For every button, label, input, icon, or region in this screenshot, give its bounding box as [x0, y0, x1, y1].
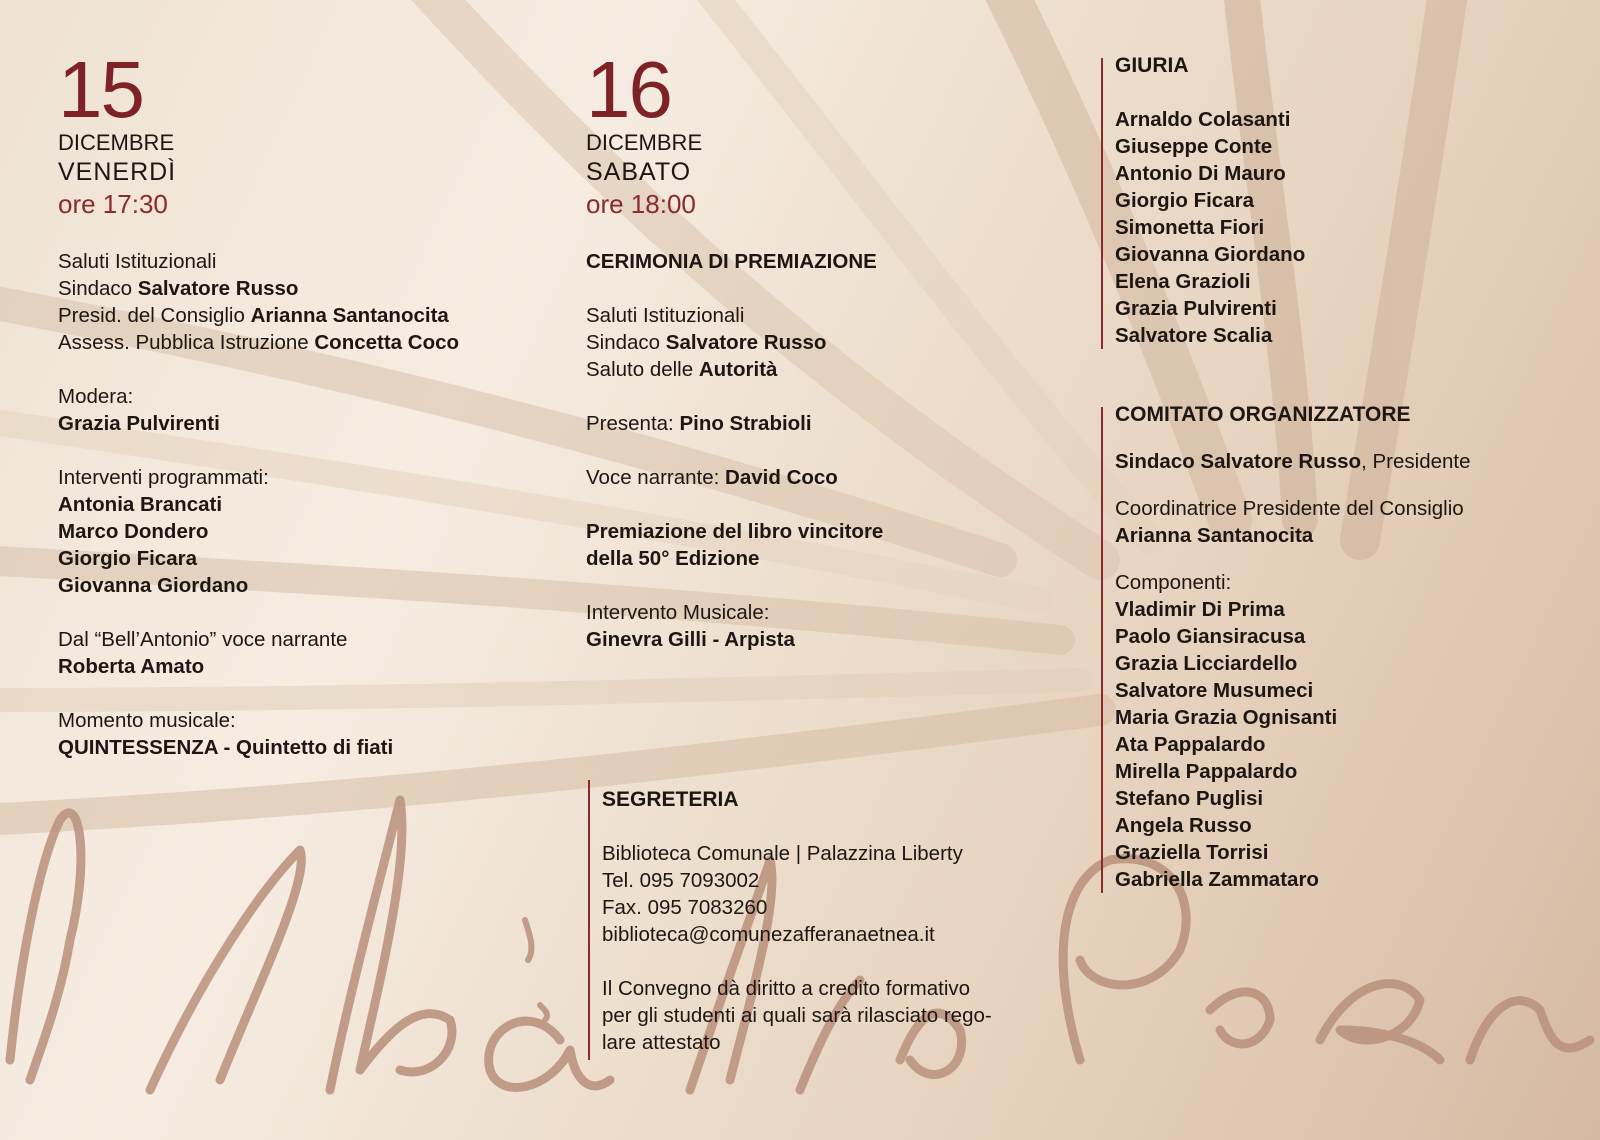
- council-role: Presid. del Consiglio: [58, 304, 251, 327]
- council-name: Arianna Santanocita: [250, 304, 449, 327]
- music-label: Momento musicale:: [58, 709, 236, 732]
- mayor-name: Salvatore Russo: [665, 331, 827, 354]
- day-number: 16: [586, 45, 671, 134]
- jury-member: Salvatore Scalia: [1115, 324, 1273, 347]
- music-label: Intervento Musicale:: [586, 601, 770, 624]
- time-label: ore 17:30: [58, 189, 168, 219]
- authorities-prefix: Saluto delle: [586, 358, 699, 381]
- music-name: QUINTESSENZA - Quintetto di fiati: [58, 736, 394, 759]
- narrator-line: [586, 464, 1056, 491]
- day-16-column: [586, 45, 1056, 653]
- secretariat-section: [602, 786, 1052, 1056]
- mayor-line: [58, 275, 528, 302]
- greetings-label: Saluti Istituzionali: [586, 304, 745, 327]
- assessor-line: [58, 329, 528, 356]
- assessor-role: Assess. Pubblica Istruzione: [58, 331, 315, 354]
- committee-member: Mirella Pappalardo: [1115, 760, 1298, 783]
- secretariat-fax: Fax. 095 7083260: [602, 896, 768, 919]
- secretariat-address: Biblioteca Comunale | Palazzina Liberty: [602, 842, 963, 865]
- host-label: Presenta:: [586, 412, 680, 435]
- committee-member: Gabriella Zammataro: [1115, 868, 1319, 891]
- jury-member: Elena Grazioli: [1115, 270, 1251, 293]
- month-label: DICEMBRE: [58, 130, 175, 155]
- credit-note-line: per gli studenti ai quali sarà rilasciato rego-: [602, 1004, 992, 1027]
- committee-member: Maria Grazia Ognisanti: [1115, 706, 1338, 729]
- jury-section: [1115, 52, 1575, 349]
- day-15-column: [58, 45, 528, 761]
- committee-member: Salvatore Musumeci: [1115, 679, 1314, 702]
- host-name: Pino Strabioli: [679, 412, 812, 435]
- ceremony-title: CERIMONIA DI PREMIAZIONE: [586, 250, 877, 273]
- committee-president-line: [1115, 448, 1575, 475]
- speakers-label: Interventi programmati:: [58, 466, 269, 489]
- award-line: Premiazione del libro vincitore: [586, 520, 884, 543]
- committee-member: Stefano Puglisi: [1115, 787, 1264, 810]
- credit-note-line: Il Convegno dà diritto a credito formativo: [602, 977, 971, 1000]
- jury-member: Simonetta Fiori: [1115, 216, 1265, 239]
- committee-section: [1115, 401, 1575, 893]
- coordinator-role: Coordinatrice Presidente del Consiglio: [1115, 497, 1464, 520]
- moderator-label: Modera:: [58, 385, 134, 408]
- jury-member: Giovanna Giordano: [1115, 243, 1306, 266]
- speaker-name: Antonia Brancati: [58, 493, 223, 516]
- month-label: DICEMBRE: [586, 130, 703, 155]
- weekday-label: VENERDÌ: [58, 158, 177, 186]
- jury-member: Antonio Di Mauro: [1115, 162, 1286, 185]
- mayor-name: Salvatore Russo: [137, 277, 299, 300]
- music-name: Ginevra Gilli - Arpista: [586, 628, 795, 651]
- jury-member: Arnaldo Colasanti: [1115, 108, 1291, 131]
- assessor-name: Concetta Coco: [314, 331, 460, 354]
- committee-member: Ata Pappalardo: [1115, 733, 1266, 756]
- section-rule: [1101, 58, 1103, 349]
- president-name: Sindaco Salvatore Russo: [1115, 450, 1362, 473]
- narrator-label: Voce narrante:: [586, 466, 726, 489]
- secretariat-title: SEGRETERIA: [602, 788, 739, 811]
- reading-name: Roberta Amato: [58, 655, 205, 678]
- day-number: 15: [58, 45, 143, 134]
- award-line: della 50° Edizione: [586, 547, 760, 570]
- jury-member: Giorgio Ficara: [1115, 189, 1254, 212]
- moderator-name: Grazia Pulvirenti: [58, 412, 220, 435]
- coordinator-name: Arianna Santanocita: [1115, 524, 1314, 547]
- jury-committee-column: [1115, 52, 1575, 893]
- host-line: [586, 410, 1056, 437]
- council-line: [58, 302, 528, 329]
- committee-member: Grazia Licciardello: [1115, 652, 1298, 675]
- time-label: ore 18:00: [586, 189, 696, 219]
- committee-title: COMITATO ORGANIZZATORE: [1115, 403, 1411, 426]
- secretariat-phone: Tel. 095 7093002: [602, 869, 760, 892]
- credit-note-line: lare attestato: [602, 1031, 721, 1054]
- section-rule: [588, 780, 590, 1060]
- jury-title: GIURIA: [1115, 54, 1189, 77]
- narrator-name: David Coco: [725, 466, 838, 489]
- jury-member: Grazia Pulvirenti: [1115, 297, 1277, 320]
- greetings-label: Saluti Istituzionali: [58, 250, 217, 273]
- section-rule: [1101, 407, 1103, 893]
- speaker-name: Giovanna Giordano: [58, 574, 249, 597]
- speaker-name: Marco Dondero: [58, 520, 209, 543]
- authorities-line: [586, 356, 1056, 383]
- authorities-label: Autorità: [698, 358, 778, 381]
- speaker-name: Giorgio Ficara: [58, 547, 197, 570]
- jury-member: Giuseppe Conte: [1115, 135, 1273, 158]
- committee-member: Paolo Giansiracusa: [1115, 625, 1306, 648]
- mayor-line: [586, 329, 1056, 356]
- committee-member: Vladimir Di Prima: [1115, 598, 1285, 621]
- weekday-label: SABATO: [586, 158, 692, 186]
- mayor-role: Sindaco: [58, 277, 138, 300]
- reading-label: Dal “Bell’Antonio” voce narrante: [58, 628, 348, 651]
- committee-member: Angela Russo: [1115, 814, 1252, 837]
- secretariat-email: biblioteca@comunezafferanaetnea.it: [602, 923, 935, 946]
- committee-member: Graziella Torrisi: [1115, 841, 1269, 864]
- mayor-role: Sindaco: [586, 331, 666, 354]
- president-role: , Presidente: [1361, 450, 1471, 473]
- members-label: Componenti:: [1115, 571, 1232, 594]
